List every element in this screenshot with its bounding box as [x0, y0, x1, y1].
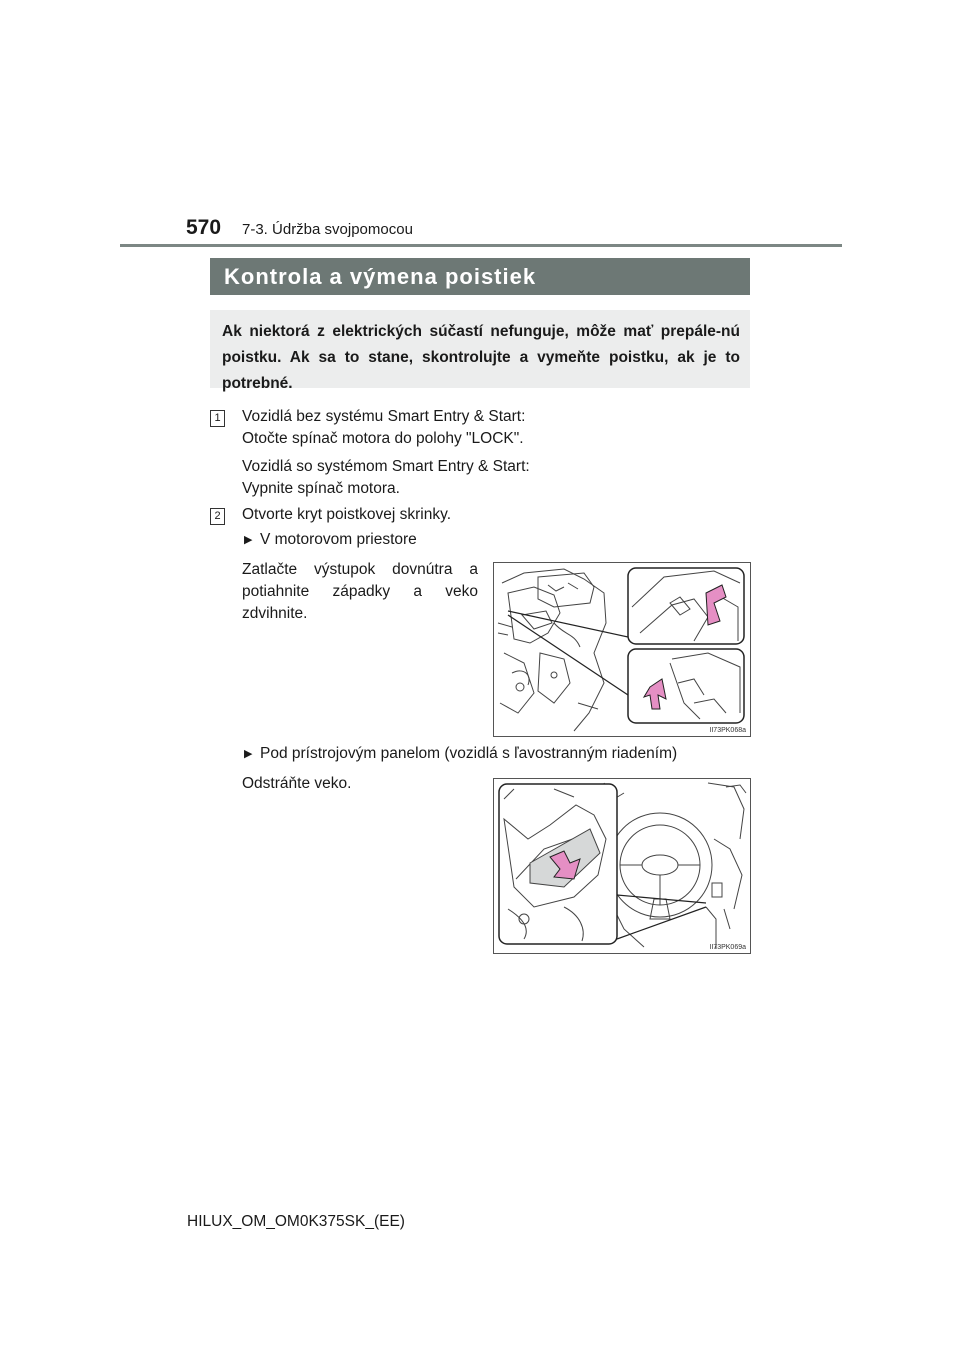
step-1-line-2: Otočte spínač motora do polohy "LOCK". [242, 430, 524, 447]
figure-code: II73PK068a [709, 727, 746, 734]
location-1-heading: V motorovom priestore [260, 531, 417, 548]
instrument-panel-illustration [494, 779, 750, 953]
intro-box [210, 310, 750, 392]
engine-compartment-figure [493, 562, 751, 737]
header-rule [120, 244, 842, 247]
page-number: 570 [186, 216, 222, 239]
step-1-line-3: Vozidlá so systémom Smart Entry & Start: [242, 458, 530, 475]
location-2-instruction: Odstráňte veko. [242, 775, 352, 792]
section-label: 7-3. Údržba svojpomocou [242, 221, 413, 238]
engine-fuse-box-illustration [494, 563, 750, 736]
location-2-heading: Pod prístrojovým panelom (vozidlá s ľavostranným riadením) [260, 745, 678, 762]
instrument-panel-figure [493, 778, 751, 954]
triangle-right-icon: ▶ [244, 748, 253, 760]
triangle-right-icon: ▶ [244, 534, 253, 546]
intro-text: Ak niektorá z elektrických súčastí nefunguje, môže mať prepále-nú poistku. Ak sa to stane, skontrolujte a vymeňte poistku, ak je to potrebné. [222, 323, 740, 392]
location-1-instruction: Zatlačte výstupok dovnútra a potiahnite západky a veko zdvihnite. [242, 561, 478, 622]
figure-code: II73PK069a [709, 944, 746, 951]
step-2-line-1: Otvorte kryt poistkovej skrinky. [242, 506, 452, 523]
step-marker-1: 1 [210, 410, 225, 427]
step-marker-2: 2 [210, 508, 225, 525]
page-title: Kontrola a výmena poistiek [210, 258, 750, 295]
step-1-line-1: Vozidlá bez systému Smart Entry & Start: [242, 408, 526, 425]
step-1-line-4: Vypnite spínač motora. [242, 480, 400, 497]
footer-code: HILUX_OM_OM0K375SK_(EE) [187, 1213, 405, 1230]
